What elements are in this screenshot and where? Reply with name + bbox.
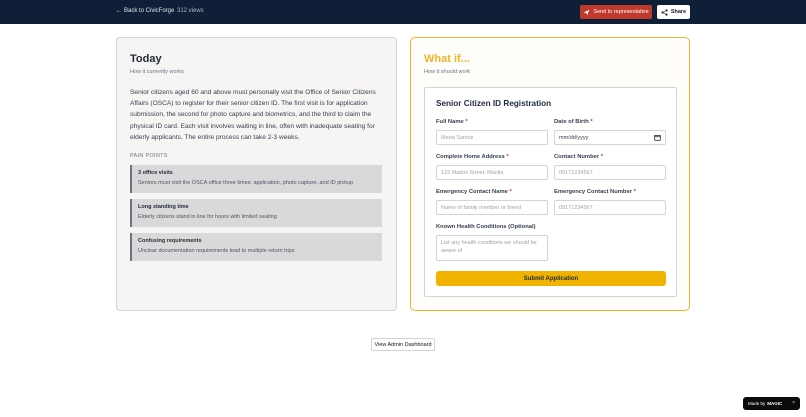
form-title: Senior Citizen ID Registration	[436, 99, 552, 108]
share-icon	[661, 9, 668, 16]
pain-points-heading: PAIN POINTS	[130, 153, 168, 159]
emergency-number-input[interactable]: 09171234567	[554, 200, 666, 215]
submit-application-button[interactable]: Submit Application	[436, 271, 666, 286]
whatif-card	[410, 37, 690, 311]
share-label: Share	[670, 9, 687, 15]
made-by-label: Made by	[748, 401, 766, 406]
send-to-representative-button[interactable]	[580, 5, 652, 19]
send-label: Send to representative	[593, 9, 649, 15]
dob-placeholder: mm/dd/yyyy	[559, 135, 589, 141]
contact-input[interactable]: 09171234567	[554, 165, 666, 180]
today-title: Today	[130, 53, 162, 65]
brand-logo: MAGIC	[767, 401, 783, 406]
send-icon	[583, 9, 590, 16]
pain-point-desc: Elderly citizens stand in line for hours with limited seating	[138, 214, 277, 220]
top-bar	[0, 0, 806, 24]
made-by-badge[interactable]	[743, 397, 800, 410]
emergency-number-label: Emergency Contact Number *	[554, 189, 636, 195]
address-input[interactable]: 123 Mabini Street, Manila	[436, 165, 548, 180]
pain-point-title: Long standing time	[138, 204, 189, 210]
view-count: 312 views	[177, 8, 204, 14]
pain-point-item	[130, 199, 382, 227]
share-button[interactable]	[657, 5, 690, 19]
pain-point-title: 3 office visits	[138, 170, 173, 176]
today-description: Senior citizens aged 60 and above must personally visit the Office of Senior Citizens Affairs (OSCA) to register for their senior citizen ID. The first visit is for application submission, the second for photo capture and biometrics, and the third to claim the physical ID card. Each visit involves waiting in line, often with inadequate seating for elderly applicants. The entire process can take 2-3 weeks.	[130, 89, 376, 141]
view-admin-dashboard-button[interactable]: View Admin Dashboard	[371, 338, 435, 351]
today-card	[116, 37, 397, 311]
today-subtitle: How it currently works	[130, 69, 184, 75]
arrow-left-icon: ←	[116, 8, 122, 14]
full-name-label: Full Name *	[436, 119, 468, 125]
dob-input[interactable]	[554, 130, 666, 145]
whatif-subtitle: How it should work	[424, 69, 471, 75]
emergency-name-label: Emergency Contact Name *	[436, 189, 512, 195]
full-name-input[interactable]: Maria Santos	[436, 130, 548, 145]
address-label: Complete Home Address *	[436, 154, 509, 160]
pain-point-item	[130, 165, 382, 193]
health-textarea[interactable]: List any health conditions we should be aware of	[436, 235, 548, 261]
registration-form	[424, 87, 677, 297]
contact-label: Contact Number *	[554, 154, 603, 160]
pain-point-desc: Unclear documentation requirements lead to multiple return trips	[138, 248, 295, 254]
back-link[interactable]	[116, 8, 174, 14]
dob-label: Date of Birth *	[554, 119, 593, 125]
emergency-name-input[interactable]: Name of family member or friend	[436, 200, 548, 215]
health-label: Known Health Conditions (Optional)	[436, 224, 536, 230]
pain-point-desc: Seniors must visit the OSCA office three times: application, photo capture, and ID pickup	[138, 180, 354, 186]
pain-point-title: Confusing requirements	[138, 238, 202, 244]
whatif-title: What if...	[424, 53, 470, 65]
calendar-icon[interactable]	[654, 134, 661, 141]
close-icon[interactable]: ×	[792, 400, 795, 406]
back-label: Back to CivicForge	[124, 8, 175, 14]
pain-point-item	[130, 233, 382, 261]
